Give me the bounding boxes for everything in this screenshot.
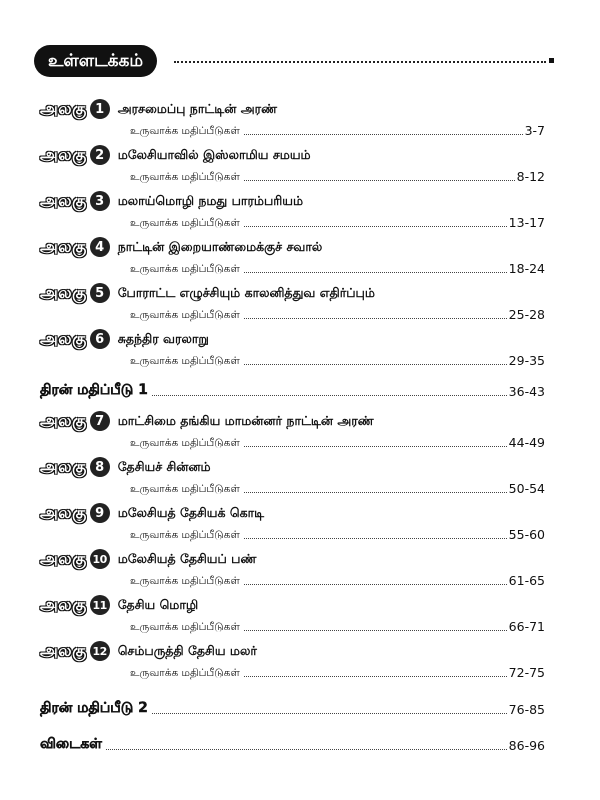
chapter-title: போராட்ட எழுச்சியும் காலனித்துவ எதிர்ப்பும் — [117, 284, 375, 300]
chapter-pages: 55-60 — [508, 527, 545, 542]
toc-entry-chapter-11[interactable] — [40, 590, 545, 636]
chapter-subline — [130, 214, 545, 230]
formative-assessment-label: உருவாக்க மதிப்பீடுகள் — [130, 575, 240, 587]
chapter-word: அலகு — [40, 329, 87, 348]
toc-entry-skill-assessment-2[interactable] — [40, 688, 545, 718]
chapter-heading — [40, 282, 375, 304]
chapter-subline — [130, 572, 545, 588]
chapter-subline — [130, 352, 545, 368]
header-rule-end-square — [549, 58, 554, 63]
chapter-heading — [40, 502, 264, 524]
chapter-pages: 13-17 — [508, 215, 545, 230]
chapter-heading — [40, 410, 374, 432]
dot-leader — [244, 492, 507, 493]
chapter-pages: 50-54 — [508, 481, 545, 496]
chapter-number-badge: 3 — [90, 191, 110, 211]
skill-assessment-1-label: திரன் மதிப்பீடு 1 — [40, 382, 148, 398]
formative-assessment-label: உருவாக்க மதிப்பீடுகள் — [130, 125, 240, 137]
chapter-number-badge: 10 — [90, 549, 110, 569]
chapter-subline — [130, 306, 545, 322]
chapter-group-1 — [40, 94, 545, 370]
toc-entry-chapter-1[interactable] — [40, 94, 545, 140]
chapter-pages: 25-28 — [508, 307, 545, 322]
chapter-title: மாட்சிமை தங்கிய மாமன்னர் நாட்டின் அரண் — [117, 412, 374, 428]
chapter-word: அலகு — [40, 411, 87, 430]
dot-leader — [244, 318, 507, 319]
dot-leader — [244, 134, 523, 135]
dot-leader — [152, 395, 507, 396]
dot-leader — [106, 749, 507, 750]
chapter-heading — [40, 328, 209, 350]
dot-leader — [244, 584, 507, 585]
toc-entry-skill-assessment-1[interactable] — [40, 370, 545, 400]
chapter-word: அலகு — [40, 283, 87, 302]
formative-assessment-label: உருவாக்க மதிப்பீடுகள் — [130, 355, 240, 367]
toc-entry-chapter-2[interactable] — [40, 140, 545, 186]
dot-leader — [244, 676, 507, 677]
chapter-word: அலகு — [40, 457, 87, 476]
formative-assessment-label: உருவாக்க மதிப்பீடுகள் — [130, 171, 240, 183]
chapter-word: அலகு — [40, 237, 87, 256]
skill-assessment-1-pages: 36-43 — [508, 384, 545, 399]
chapter-number-badge: 4 — [90, 237, 110, 257]
chapter-word: அலகு — [40, 641, 87, 660]
chapter-subline — [130, 664, 545, 680]
formative-assessment-label: உருவாக்க மதிப்பீடுகள் — [130, 263, 240, 275]
chapter-number-badge: 5 — [90, 283, 110, 303]
chapter-subline — [130, 434, 545, 450]
chapter-subline — [130, 260, 545, 276]
skill-assessment-2-pages: 76-85 — [508, 702, 545, 717]
chapter-title: மலேசியத் தேசியப் பண் — [117, 550, 257, 566]
chapter-pages: 8-12 — [516, 169, 545, 184]
toc-entry-chapter-6[interactable] — [40, 324, 545, 370]
chapter-word: அலகு — [40, 595, 87, 614]
chapter-pages: 18-24 — [508, 261, 545, 276]
chapter-number-badge: 12 — [90, 641, 110, 661]
chapter-pages: 72-75 — [508, 665, 545, 680]
answers-label: விடைகள் — [40, 736, 102, 752]
chapter-pages: 66-71 — [508, 619, 545, 634]
chapter-title: சுதந்திர வரலாறு — [117, 330, 209, 346]
dot-leader — [244, 364, 507, 365]
toc-entry-chapter-5[interactable] — [40, 278, 545, 324]
formative-assessment-label: உருவாக்க மதிப்பீடுகள் — [130, 309, 240, 321]
table-of-contents — [40, 94, 545, 754]
chapter-pages: 29-35 — [508, 353, 545, 368]
toc-entry-chapter-4[interactable] — [40, 232, 545, 278]
chapter-number-badge: 6 — [90, 329, 110, 349]
toc-entry-chapter-7[interactable] — [40, 406, 545, 452]
chapter-subline — [130, 526, 545, 542]
chapter-subline — [130, 618, 545, 634]
chapter-number-badge: 11 — [90, 595, 110, 615]
chapter-word: அலகு — [40, 503, 87, 522]
formative-assessment-label: உருவாக்க மதிப்பீடுகள் — [130, 483, 240, 495]
chapter-number-badge: 7 — [90, 411, 110, 431]
chapter-pages: 3-7 — [524, 123, 545, 138]
chapter-heading — [40, 456, 211, 478]
chapter-heading — [40, 548, 256, 570]
chapter-group-2 — [40, 406, 545, 682]
formative-assessment-label: உருவாக்க மதிப்பீடுகள் — [130, 621, 240, 633]
formative-assessment-label: உருவாக்க மதிப்பீடுகள் — [130, 217, 240, 229]
chapter-title: மலாய்மொழி நமது பாரம்பரியம் — [117, 192, 304, 208]
chapter-title: நாட்டின் இறையாண்மைக்குச் சவால் — [117, 238, 323, 254]
chapter-heading — [40, 190, 303, 212]
toc-entry-chapter-10[interactable] — [40, 544, 545, 590]
chapter-title: மலேசியத் தேசியக் கொடி — [117, 504, 265, 520]
toc-header — [34, 45, 554, 79]
chapter-word: அலகு — [40, 145, 87, 164]
dot-leader — [244, 272, 507, 273]
chapter-heading — [40, 98, 277, 120]
chapter-title: தேசிய மொழி — [117, 596, 199, 612]
formative-assessment-label: உருவாக்க மதிப்பீடுகள் — [130, 437, 240, 449]
page-title: உள்ளடக்கம் — [34, 45, 157, 77]
chapter-word: அலகு — [40, 191, 87, 210]
chapter-subline — [130, 480, 545, 496]
dot-leader — [244, 630, 507, 631]
dot-leader — [244, 538, 507, 539]
answers-pages: 86-96 — [508, 738, 545, 753]
chapter-title: மலேசியாவில் இஸ்லாமிய சமயம் — [117, 146, 311, 162]
chapter-heading — [40, 594, 198, 616]
toc-entry-chapter-3[interactable] — [40, 186, 545, 232]
chapter-pages: 44-49 — [508, 435, 545, 450]
chapter-title: தேசியச் சின்னம் — [117, 458, 211, 474]
formative-assessment-label: உருவாக்க மதிப்பீடுகள் — [130, 529, 240, 541]
chapter-title: அரசமைப்பு நாட்டின் அரண் — [117, 100, 277, 116]
chapter-number-badge: 8 — [90, 457, 110, 477]
chapter-title: செம்பருத்தி தேசிய மலர் — [117, 642, 257, 658]
chapter-number-badge: 2 — [90, 145, 110, 165]
skill-assessment-2-label: திரன் மதிப்பீடு 2 — [40, 700, 148, 716]
chapter-word: அலகு — [40, 99, 87, 118]
toc-entry-chapter-12[interactable] — [40, 636, 545, 682]
chapter-number-badge: 1 — [90, 99, 110, 119]
chapter-heading — [40, 236, 322, 258]
dot-leader — [244, 226, 507, 227]
dot-leader — [152, 713, 507, 714]
toc-entry-chapter-8[interactable] — [40, 452, 545, 498]
toc-entry-answers[interactable] — [40, 724, 545, 754]
chapter-pages: 61-65 — [508, 573, 545, 588]
chapter-heading — [40, 144, 311, 166]
header-dotted-rule — [174, 61, 546, 63]
chapter-number-badge: 9 — [90, 503, 110, 523]
toc-entry-chapter-9[interactable] — [40, 498, 545, 544]
chapter-heading — [40, 640, 257, 662]
chapter-subline — [130, 122, 545, 138]
formative-assessment-label: உருவாக்க மதிப்பீடுகள் — [130, 667, 240, 679]
chapter-word: அலகு — [40, 549, 87, 568]
dot-leader — [244, 180, 515, 181]
dot-leader — [244, 446, 507, 447]
chapter-subline — [130, 168, 545, 184]
